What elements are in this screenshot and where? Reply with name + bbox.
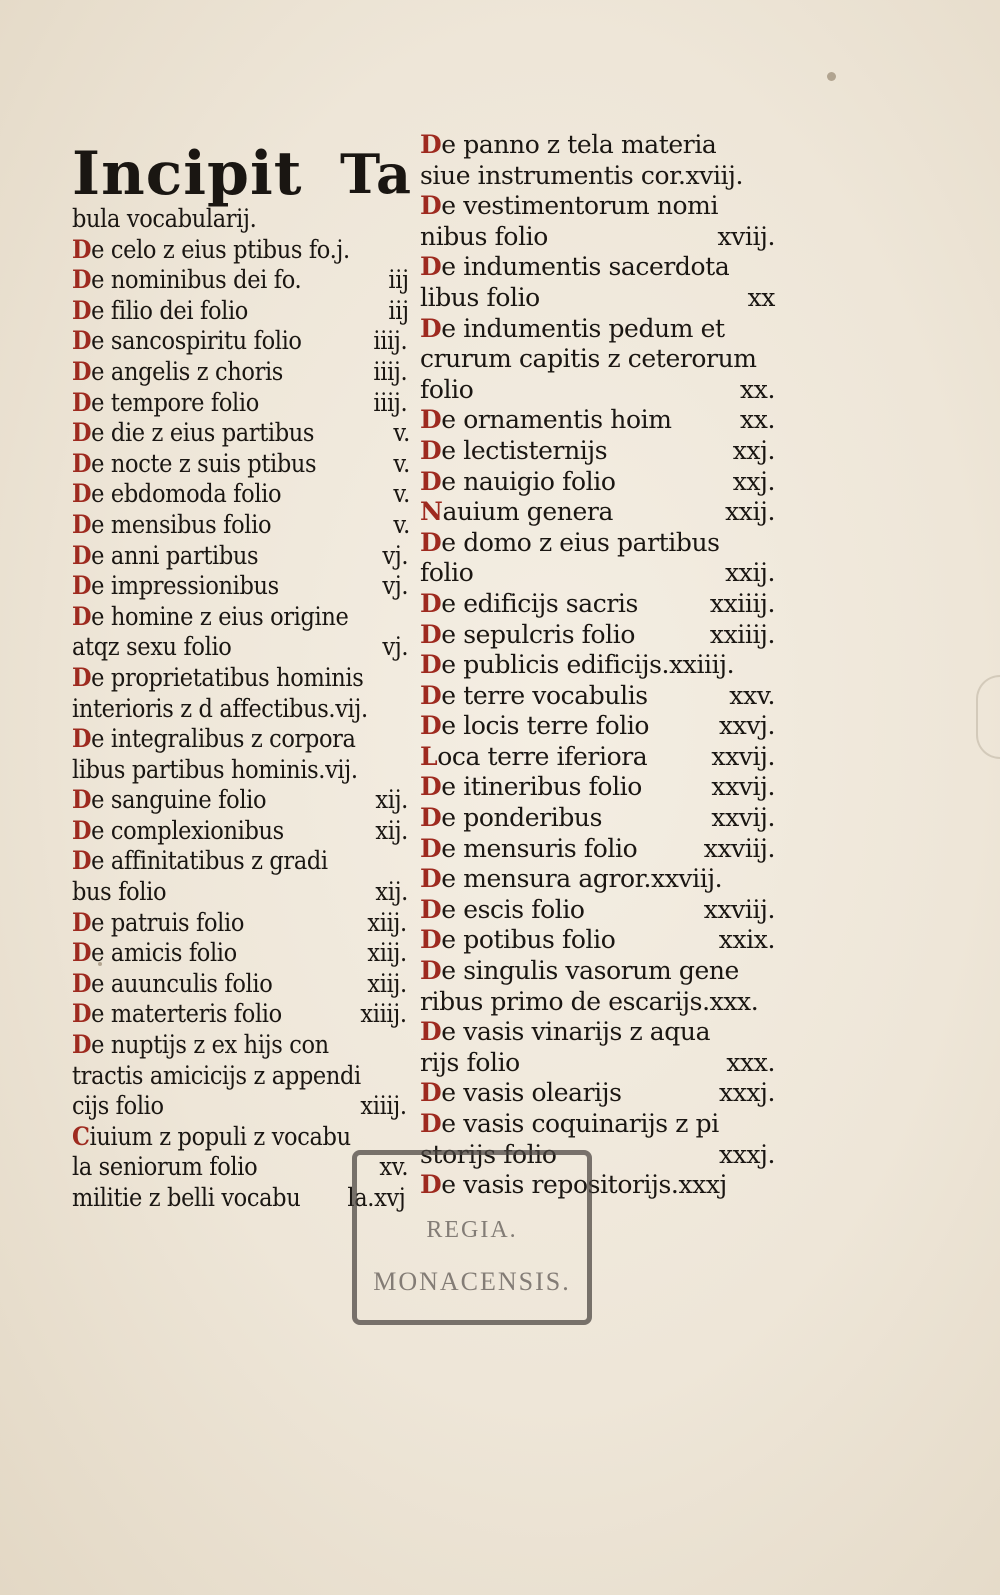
index-line-text: libus partibus hominis.vij. — [72, 754, 358, 784]
index-line — [72, 724, 412, 755]
index-line-text: tractis amicicijs z appendi — [72, 1060, 361, 1090]
index-line-text: De homine z eius origine — [72, 601, 349, 631]
index-line-text: De domo z eius partibus — [420, 527, 720, 557]
index-line — [72, 1091, 412, 1122]
index-line-text: cijs folio — [72, 1091, 164, 1121]
index-line — [420, 222, 775, 253]
index-line — [72, 449, 412, 480]
index-line — [420, 405, 775, 436]
index-line — [72, 877, 412, 908]
folio-number: xx. — [740, 405, 775, 435]
index-line — [72, 632, 412, 663]
index-line — [72, 785, 412, 816]
index-line-text: De impressionibus — [72, 571, 279, 601]
folio-number: xxiiij. — [709, 619, 775, 649]
index-line — [420, 772, 775, 803]
index-line-text: De publicis edificijs.xxiiij. — [420, 650, 735, 680]
left-entry-list — [72, 204, 412, 1214]
stamp-line-1: REGIA. — [426, 1217, 518, 1243]
index-line — [420, 528, 775, 559]
folio-number: xiiij. — [360, 1091, 407, 1121]
index-line — [72, 938, 412, 969]
index-line — [420, 1048, 775, 1079]
index-line — [420, 803, 775, 834]
folio-number: xiij. — [367, 968, 408, 998]
index-line — [420, 1017, 775, 1048]
index-line — [420, 895, 775, 926]
index-line-text: De sepulcris folio — [420, 619, 636, 649]
index-line-text: De mensuris folio — [420, 833, 638, 863]
index-line — [420, 956, 775, 987]
index-line-text: De amicis folio — [72, 938, 237, 968]
index-line-text: De die z eius partibus — [72, 418, 315, 448]
folio-number: xx — [747, 282, 775, 312]
index-line — [72, 510, 412, 541]
index-line — [420, 283, 775, 314]
index-line — [72, 1061, 412, 1092]
index-line-text: atqz sexu folio — [72, 632, 232, 662]
index-line — [420, 620, 775, 651]
incipit-word-continued: Ta — [339, 142, 412, 206]
folio-number: xxvj. — [718, 711, 775, 741]
index-line-text: De edificijs sacris — [420, 588, 638, 618]
index-line-text: militie z belli vocabu — [72, 1183, 301, 1212]
folio-number: xxj. — [732, 435, 775, 465]
index-line — [72, 908, 412, 939]
index-line — [420, 589, 775, 620]
index-line — [72, 755, 412, 786]
index-line — [420, 1109, 775, 1140]
index-line — [420, 864, 775, 895]
incipit-word: Incipit — [72, 139, 303, 209]
folio-number: xxxj. — [719, 1139, 775, 1169]
index-line-text: bula vocabularij. — [72, 204, 257, 233]
index-line-text: la seniorum folio — [72, 1152, 258, 1182]
folio-number: xxv. — [729, 680, 775, 710]
index-line — [420, 681, 775, 712]
index-line — [420, 987, 775, 1018]
folio-number: xxxj. — [719, 1078, 775, 1108]
index-line-text: crurum capitis z ceterorum — [420, 344, 757, 374]
left-column — [72, 130, 412, 1214]
folio-number: xxij. — [725, 558, 775, 588]
index-line — [420, 834, 775, 865]
index-line-text: De singulis vasorum gene — [420, 956, 739, 986]
right-entry-list — [420, 130, 775, 1201]
folio-number: xxvij. — [711, 772, 775, 802]
folio-number: xv. — [379, 1152, 409, 1182]
index-line — [72, 816, 412, 847]
index-line — [72, 541, 412, 572]
index-line-text: De ornamentis hoim — [420, 405, 672, 435]
index-line — [420, 497, 775, 528]
index-line — [420, 161, 775, 192]
index-line-text: rijs folio — [420, 1047, 520, 1077]
folio-number: v. — [393, 418, 410, 448]
index-line-text: De mensibus folio — [72, 509, 272, 539]
index-line-text: De sancospiritu folio — [72, 326, 302, 356]
paper-speck — [827, 72, 836, 81]
folio-number: xxix. — [718, 925, 775, 955]
page-edge-mark — [976, 675, 1000, 759]
folio-number: xiij. — [367, 938, 408, 968]
folio-number: iij — [388, 295, 410, 325]
index-line-text: De potibus folio — [420, 925, 616, 955]
index-line — [72, 265, 412, 296]
index-line-text: De anni partibus — [72, 540, 259, 570]
index-line-text: De nauigio folio — [420, 466, 616, 496]
folio-number: v. — [393, 479, 410, 509]
index-line-text: Ciuium z populi z vocabu — [72, 1121, 351, 1151]
index-line-text: De lectisternijs — [420, 435, 608, 465]
index-line-text: De vasis repositorijs.xxxj — [420, 1170, 727, 1200]
stamp-line-2: MONACENSIS. — [373, 1267, 571, 1296]
index-line-text: De auunculis folio — [72, 968, 273, 998]
index-line-text: folio — [420, 374, 474, 404]
index-line-text: De vestimentorum nomi — [420, 191, 719, 221]
index-line — [420, 650, 775, 681]
index-line-text: De angelis z choris — [72, 356, 284, 386]
index-line-text: De celo z eius ptibus fo.j. — [72, 234, 350, 264]
index-line-text: De filio dei folio — [72, 295, 249, 325]
folio-number: xxviij. — [703, 894, 775, 924]
index-line-text: De ebdomoda folio — [72, 479, 282, 509]
index-line — [420, 344, 775, 375]
folio-number: xxvij. — [711, 803, 775, 833]
index-line — [420, 925, 775, 956]
index-line-text: De indumentis sacerdota — [420, 252, 730, 282]
index-line — [72, 969, 412, 1000]
index-line — [420, 314, 775, 345]
incipit-heading — [72, 130, 412, 209]
index-line-text: De materteris folio — [72, 999, 282, 1029]
index-line-text: De tempore folio — [72, 387, 259, 417]
index-line-text: De vasis vinarijs z aqua — [420, 1017, 711, 1047]
folio-number: xij. — [375, 877, 408, 907]
index-line-text: De nuptijs z ex hijs con — [72, 1030, 329, 1060]
index-line — [420, 130, 775, 161]
index-line — [72, 1030, 412, 1061]
index-line-text: De vasis olearijs — [420, 1078, 622, 1108]
index-line-text: De mensura agror.xxviij. — [420, 864, 723, 894]
folio-number: xij. — [375, 785, 408, 815]
folio-number: xx. — [740, 374, 775, 404]
index-line — [72, 204, 412, 235]
folio-number: iiij. — [373, 356, 408, 386]
folio-number: v. — [393, 509, 410, 539]
folio-number: xxj. — [732, 466, 775, 496]
index-line — [72, 326, 412, 357]
folio-number: iij — [388, 265, 410, 295]
index-line — [420, 742, 775, 773]
index-line — [420, 1078, 775, 1109]
index-line — [72, 846, 412, 877]
folio-number: xxx. — [726, 1047, 775, 1077]
folio-number: xxiiij. — [709, 588, 775, 618]
index-line — [420, 375, 775, 406]
index-line — [420, 436, 775, 467]
index-line — [72, 418, 412, 449]
folio-number: xviij. — [717, 221, 775, 251]
index-line-text: De terre vocabulis — [420, 680, 648, 710]
library-stamp — [352, 1150, 592, 1325]
index-line-text: bus folio — [72, 877, 167, 907]
index-line-text: De escis folio — [420, 894, 585, 924]
folio-number: xxvij. — [711, 741, 775, 771]
index-line-text: De patruis folio — [72, 907, 245, 937]
index-line-text: nibus folio — [420, 221, 548, 251]
right-column — [420, 130, 775, 1201]
folio-number: v. — [393, 448, 410, 478]
folio-number: xiiij. — [360, 999, 407, 1029]
index-line — [420, 467, 775, 498]
index-line-text: siue instrumentis cor.xviij. — [420, 160, 744, 190]
index-line-text: De itineribus folio — [420, 772, 642, 802]
folio-number: xxviij. — [703, 833, 775, 863]
index-line-text: libus folio — [420, 282, 540, 312]
index-line-text: Nauium genera — [420, 497, 613, 527]
index-line — [72, 602, 412, 633]
index-line-text: Loca terre iferiora — [420, 741, 648, 771]
index-line — [72, 663, 412, 694]
index-line — [72, 235, 412, 266]
index-line — [72, 357, 412, 388]
folio-number: vj. — [382, 632, 409, 662]
index-line — [420, 711, 775, 742]
index-line-text: folio — [420, 558, 474, 588]
index-line — [72, 999, 412, 1030]
index-line — [72, 296, 412, 327]
index-line-text: storijs folio — [420, 1139, 557, 1169]
folio-number: vj. — [382, 571, 409, 601]
index-line-text: De locis terre folio — [420, 711, 650, 741]
index-line — [420, 252, 775, 283]
index-line — [72, 571, 412, 602]
index-line — [72, 388, 412, 419]
folio-number: xij. — [375, 815, 408, 845]
index-line-text: De complexionibus — [72, 815, 284, 845]
index-line-text: De indumentis pedum et — [420, 313, 725, 343]
index-line-text: De sanguine folio — [72, 785, 267, 815]
folio-number: xiij. — [367, 907, 408, 937]
index-line-text: interioris z d affectibus.vij. — [72, 693, 368, 723]
folio-number: iiij. — [373, 387, 408, 417]
folio-number: xxij. — [725, 497, 775, 527]
index-line-text: ribus primo de escarijs.xxx. — [420, 986, 759, 1016]
index-line-text: De vasis coquinarijs z pi — [420, 1109, 719, 1138]
folio-number: la.xvj — [346, 1183, 405, 1212]
index-line-text: De integralibus z corpora — [72, 724, 356, 754]
index-line-text: De ponderibus — [420, 803, 603, 833]
folio-number: iiij. — [373, 326, 408, 356]
index-line — [72, 694, 412, 725]
index-line-text: De nocte z suis ptibus — [72, 448, 317, 478]
index-line — [72, 1122, 412, 1153]
index-line — [72, 479, 412, 510]
index-line — [420, 191, 775, 222]
folio-number: vj. — [382, 540, 409, 570]
index-line-text: De nominibus dei fo. — [72, 265, 302, 295]
index-line-text: De panno z tela materia — [420, 130, 717, 159]
index-line-text: De affinitatibus z gradi — [72, 846, 328, 876]
index-line — [420, 558, 775, 589]
index-line-text: De proprietatibus hominis — [72, 662, 364, 692]
